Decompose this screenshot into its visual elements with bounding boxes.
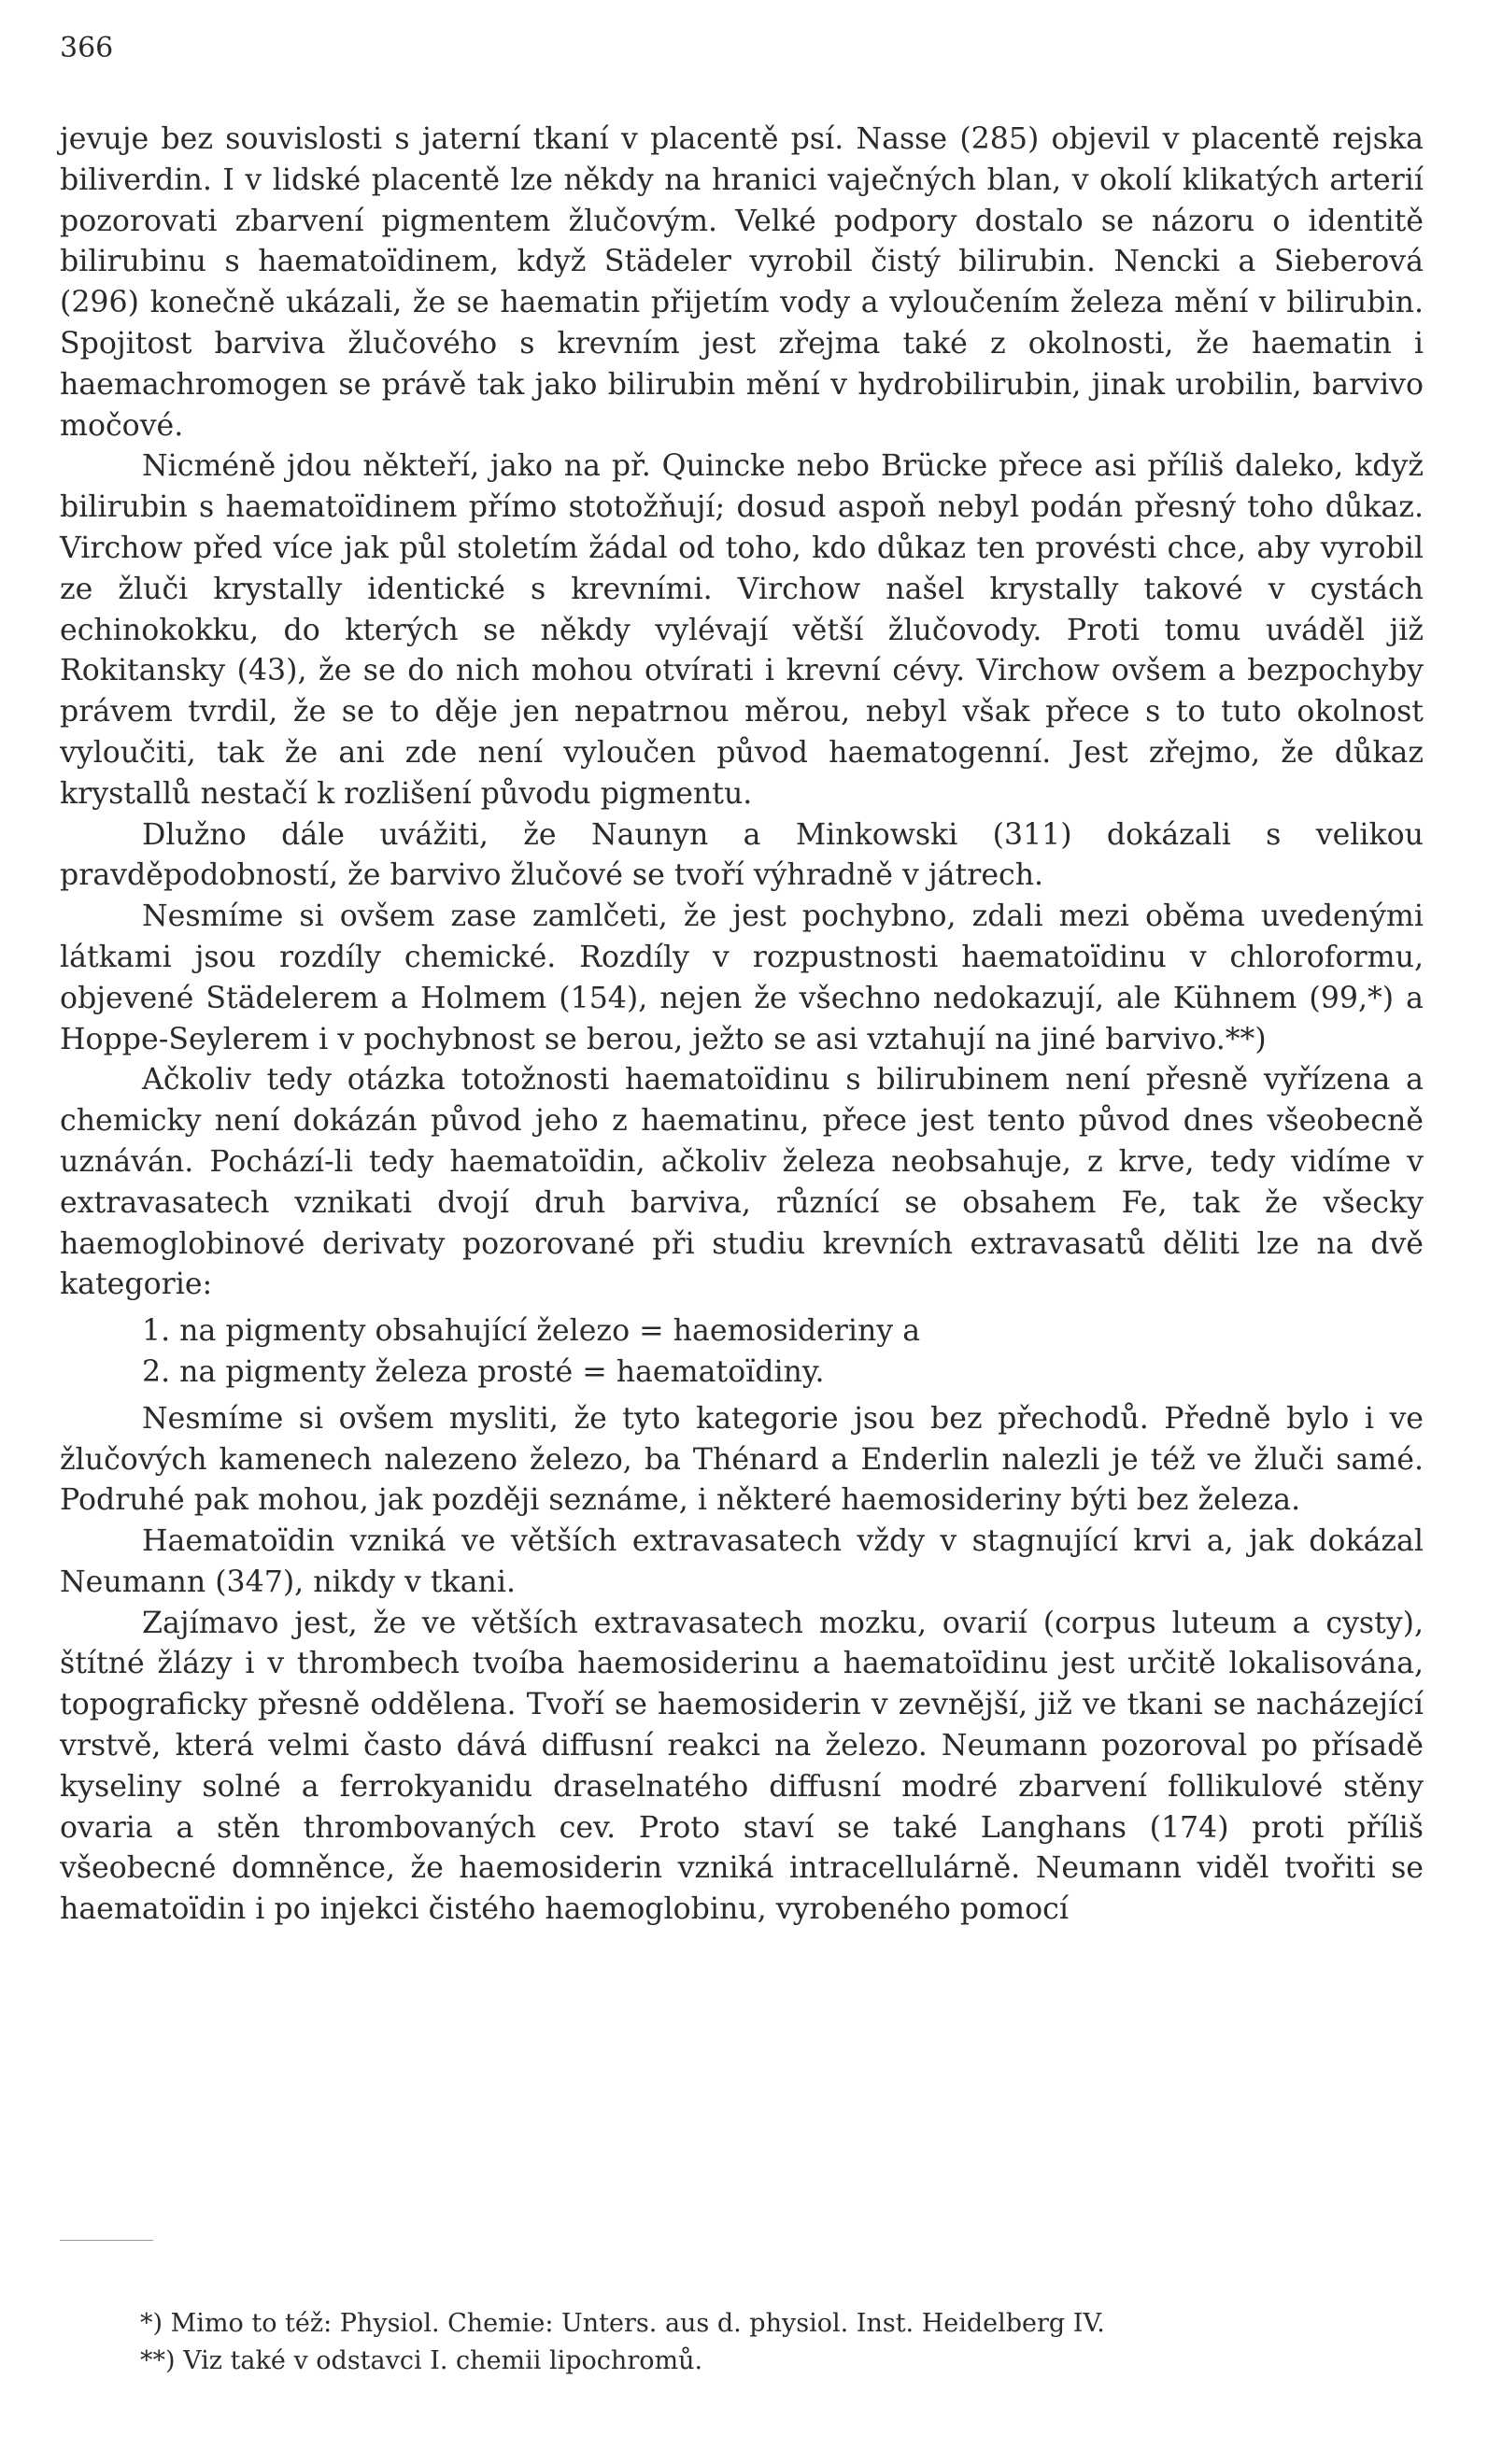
paragraph-5: Ačkoliv tedy otázka totožnosti haematoïdinu s bilirubinem není přesně vyřízena a chemicky není dokázán původ jeho z haematinu, přece jest tento původ dnes všeobecně uznáván. Pochází-li tedy haematoïdin, ačkoliv železa neobsahuje, z krve, tedy vidíme v extravasatech vznikati dvojí druh barviva, různící se obsahem Fe, tak že všecky haemoglobinové derivaty pozorované při studiu krevních extravasatů děliti lze na dvě kategorie: — [60, 1063, 1424, 1302]
footnote-2: **) Viz také v odstavci I. chemii lipochromů. — [140, 2346, 703, 2375]
footnote-1: *) Mimo to též: Physiol. Chemie: Unters. aus d. physiol. Inst. Heidelberg IV. — [140, 2309, 1105, 2338]
paragraph-4: Nesmíme si ovšem zase zamlčeti, že jest pochybno, zdali mezi oběma uvedenými látkami jsou rozdíly chemické. Rozdíly v rozpustnosti haematoïdinu v chloroformu, objevené Städelerem a Holmem (154), nejen že všechno nedokazují, ale Kühnem (99,*) a Hoppe-Seylerem i v pochybnost se berou, ježto se asi vztahují na jiné barvivo.**) — [60, 899, 1424, 1056]
list-item: 2. na pigmenty železa prosté = haematoïdiny. — [142, 1354, 825, 1389]
paragraph-8: Zajímavo jest, že ve větších extravasatech mozku, ovarií (corpus luteum a cysty), štítné žlázy i v thrombech tvoíba haemosiderinu a haematoïdinu jest určitě lokalisována, topograficky přesně oddělena. Tvoří se haemosiderin v zevnější, již ve tkani se nacházející vrstvě, která velmi často dává diffusní reakci na železo. Neumann pozoroval po přísadě kyseliny solné a ferrokyanidu draselnatého diffusní modré zbarvení follikulové stěny ovaria a stěn thrombovaných cev. Proto staví se také Langhans (174) proti příliš všeobecné domněnce, že haemosiderin vzniká intracellulárně. Neumann viděl tvořiti se haematoïdin i po injekci čistého haemoglobinu, vyrobeného pomocí — [60, 1606, 1424, 1927]
paragraph-1: jevuje bez souvislosti s jaterní tkaní v placentě psí. Nasse (285) objevil v placentě rejska biliverdin. I v lidské placentě lze někdy na hranici vaječných blan, v okolí klikatých arterií pozorovati zbarvení pigmentem žlučovým. Velké podpory dostalo se názoru o identitě bilirubinu s haematoïdinem, když Städeler vyrobil čistý bilirubin. Nencki a Sieberová (296) konečně ukázali, že se haematin přijetím vody a vyloučením železa mění v bilirubin. Spojitost barviva žlučového s krevním jest zřejma také z okolnosti, že haematin i haemachromogen se právě tak jako bilirubin mění v hydrobilirubin, jinak urobilin, barvivo močové. — [60, 122, 1424, 443]
body-text — [60, 120, 1424, 1931]
paragraph-6: Nesmíme si ovšem mysliti, že tyto kategorie jsou bez přechodů. Předně bylo i ve žlučových kamenech nalezeno železo, ba Thénard a Enderlin nalezli je též ve žluči samé. Podruhé pak mohou, jak později seznáme, i některé haemosideriny býti bez železa. — [60, 1401, 1424, 1518]
category-list — [142, 1311, 1424, 1394]
footnote-divider — [60, 2240, 153, 2241]
paragraph-7: Haematoïdin vzniká ve větších extravasatech vždy v stagnující krvi a, jak dokázal Neumann (347), nikdy v tkani. — [60, 1524, 1424, 1599]
page-number: 366 — [60, 32, 114, 64]
list-item: 1. na pigmenty obsahující železo = haemosideriny a — [142, 1314, 921, 1349]
paragraph-2: Nicméně jdou někteří, jako na př. Quincke nebo Brücke přece asi příliš daleko, když bilirubin s haematoïdinem přímo stotožňují; dosud aspoň nebyl podán přesný toho důkaz. Virchow před více jak půl stoletím žádal od toho, kdo důkaz ten provésti chce, aby vyrobil ze žluči krystally identické s krevními. Virchow našel krystally takové v cystách echinokokku, do kterých se někdy vylévají větší žlučovody. Proti tomu uváděl již Rokitansky (43), že se do nich mohou otvírati i krevní cévy. Virchow ovšem a bezpochyby právem tvrdil, že se to děje jen nepatrnou měrou, nebyl však přece s to tuto okolnost vyloučiti, tak že ani zde není vyloučen původ haematogenní. Jest zřejmo, že důkaz krystallů nestačí k rozlišení původu pigmentu. — [60, 449, 1424, 811]
paragraph-3: Dlužno dále uvážiti, že Naunyn a Minkowski (311) dokázali s velikou pravděpodobností, že barvivo žlučové se tvoří výhradně v játrech. — [60, 817, 1424, 893]
footnotes — [140, 2305, 1105, 2380]
